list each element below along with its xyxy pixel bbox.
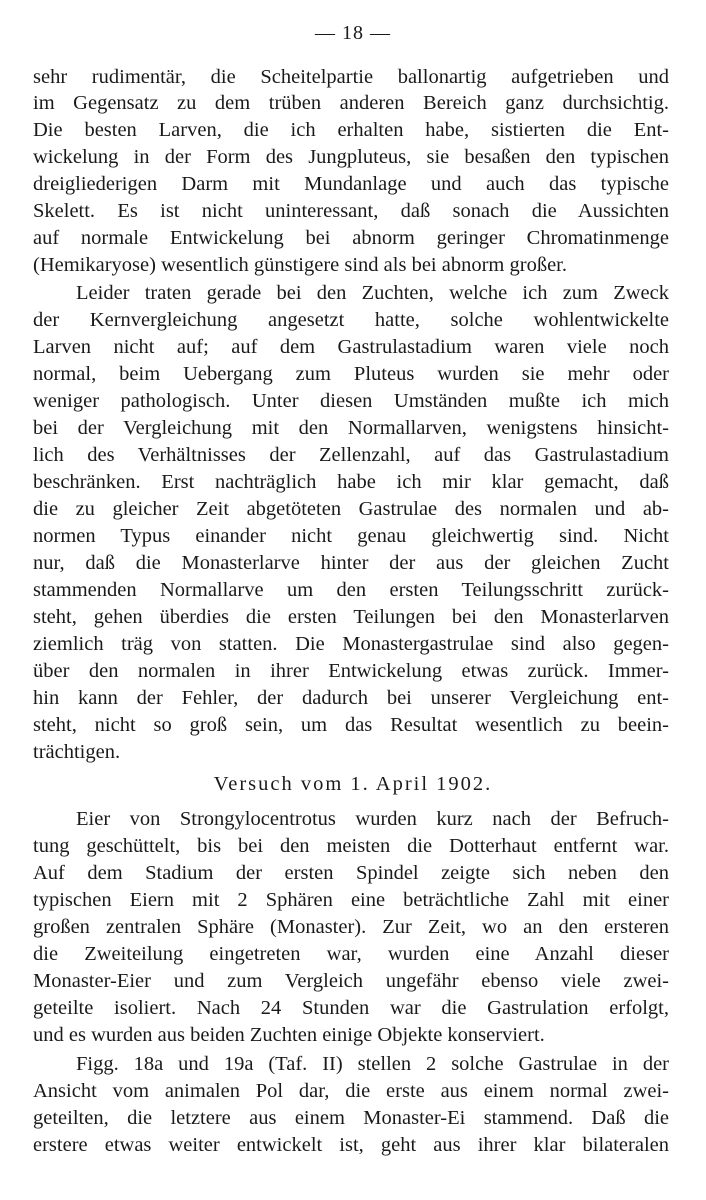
text-line: dreigliederigen Darm mit Mundanlage und auch das typische [33, 173, 669, 195]
text-line: geteilte isoliert. Nach 24 Stunden war die Gastrulation erfolgt, [33, 997, 669, 1019]
text-line: typischen Eiern mit 2 Sphären eine beträchtliche Zahl mit einer [33, 889, 669, 911]
text-line: (Hemikaryose) wesentlich günstigere sind als bei abnorm großer. [33, 254, 567, 276]
text-line: die zu gleicher Zeit abgetöteten Gastrulae des normalen und ab- [33, 498, 669, 520]
text-line: Figg. 18a und 19a (Taf. II) stellen 2 solche Gastrulae in der [76, 1053, 669, 1075]
text-line: und es wurden aus beiden Zuchten einige Objekte konserviert. [33, 1024, 545, 1046]
text-line: stammenden Normallarve um den ersten Teilungsschritt zurück- [33, 579, 669, 601]
text-line: wickelung in der Form des Jungpluteus, sie besaßen den typischen [33, 146, 669, 168]
text-line: geteilten, die letztere aus einem Monaster-Ei stammend. Daß die [33, 1107, 669, 1129]
text-line: bei der Vergleichung mit den Normallarven, wenigstens hinsicht- [33, 417, 669, 439]
text-line: Auf dem Stadium der ersten Spindel zeigte sich neben den [33, 862, 669, 884]
text-line: Monaster-Eier und zum Vergleich ungefähr ebenso viele zwei- [33, 970, 669, 992]
text-line: ziemlich träg von statten. Die Monastergastrulae sind also gegen- [33, 633, 669, 655]
text-line: der Kernvergleichung angesetzt hatte, solche wohlentwickelte [33, 309, 669, 331]
text-line: Eier von Strongylocentrotus wurden kurz nach der Befruch- [76, 808, 669, 830]
text-line: nur, daß die Monasterlarve hinter der aus der gleichen Zucht [33, 552, 669, 574]
text-line: steht, nicht so groß sein, um das Resultat wesentlich zu beein- [33, 714, 669, 736]
text-line: Leider traten gerade bei den Zuchten, welche ich zum Zweck [76, 282, 669, 304]
text-line: auf normale Entwickelung bei abnorm geringer Chromatinmenge [33, 227, 669, 249]
text-line: normal, beim Uebergang zum Pluteus wurden sie mehr oder [33, 363, 669, 385]
text-line: normen Typus einander nicht genau gleichwertig sind. Nicht [33, 525, 669, 547]
page-number: — 18 — [315, 22, 391, 44]
section-heading: Versuch vom 1. April 1902. [213, 773, 493, 795]
text-line: im Gegensatz zu dem trüben anderen Bereich ganz durchsichtig. [33, 92, 669, 114]
text-line: weniger pathologisch. Unter diesen Umständen mußte ich mich [33, 390, 669, 412]
text-line: lich des Verhältnisses der Zellenzahl, auf das Gastrulastadium [33, 444, 669, 466]
text-line: Larven nicht auf; auf dem Gastrulastadium waren viele noch [33, 336, 669, 358]
text-line: sehr rudimentär, die Scheitelpartie ballonartig aufgetrieben und [33, 66, 669, 88]
text-line: Die besten Larven, die ich erhalten habe, sistierten die Ent- [33, 119, 669, 141]
text-line: über den normalen in ihrer Entwickelung etwas zurück. Immer- [33, 660, 669, 682]
text-line: großen zentralen Sphäre (Monaster). Zur Zeit, wo an den ersteren [33, 916, 669, 938]
text-line: erstere etwas weiter entwickelt ist, geht aus ihrer klar bilateralen [33, 1134, 669, 1156]
text-line: hin kann der Fehler, der dadurch bei unserer Vergleichung ent- [33, 687, 669, 709]
text-line: die Zweiteilung eingetreten war, wurden eine Anzahl dieser [33, 943, 669, 965]
text-line: Ansicht vom animalen Pol dar, die erste aus einem normal zwei- [33, 1080, 669, 1102]
text-line: steht, gehen überdies die ersten Teilungen bei den Monasterlarven [33, 606, 669, 628]
text-line: beschränken. Erst nachträglich habe ich mir klar gemacht, daß [33, 471, 669, 493]
text-line: trächtigen. [33, 741, 121, 763]
text-line: tung geschüttelt, bis bei den meisten die Dotterhaut entfernt war. [33, 835, 669, 857]
text-line: Skelett. Es ist nicht uninteressant, daß sonach die Aussichten [33, 200, 669, 222]
